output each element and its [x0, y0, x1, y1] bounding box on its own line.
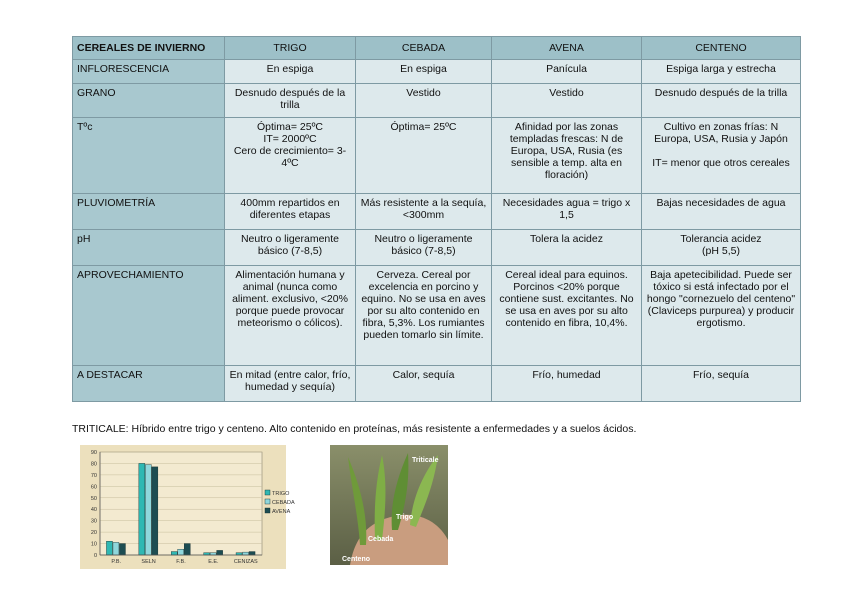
table-cell: Neutro o ligeramente básico (7-8,5): [225, 230, 356, 266]
header-cell: CEREALES DE INVIERNO: [73, 37, 225, 60]
header-cell: TRIGO: [225, 37, 356, 60]
table-cell: Panícula: [492, 60, 642, 84]
table-cell: 400mm repartidos en diferentes etapas: [225, 194, 356, 230]
y-tick-label: 80: [90, 461, 97, 468]
table-cell: Óptima= 25ºC IT= 2000ºC Cero de crecimiento= 3-4ºC: [225, 118, 356, 194]
plot-area: [100, 452, 262, 555]
nutrient-bar-chart: [80, 445, 295, 569]
bar: [106, 541, 112, 555]
table-cell: Tolerancia acidez (pH 5,5): [642, 230, 801, 266]
y-tick-label: 20: [90, 530, 97, 537]
y-tick-label: 50: [90, 495, 97, 502]
photo-label: Centeno: [342, 556, 370, 563]
bar: [243, 552, 249, 555]
bar: [249, 552, 255, 555]
legend-label: TRIGO: [272, 491, 290, 497]
bar: [217, 550, 223, 555]
table-cell: Alimentación humana y animal (nunca como aliment. exclusivo, <20% porque puede provocar meteorismo o cólicos).: [225, 266, 356, 366]
bar: [184, 544, 190, 555]
row-label: A DESTACAR: [73, 366, 225, 402]
table-cell: Frío, sequía: [642, 366, 801, 402]
y-tick-label: 60: [90, 484, 97, 491]
table-row: [73, 60, 801, 84]
table-header-row: [73, 37, 801, 60]
table-cell: Bajas necesidades de agua: [642, 194, 801, 230]
table-row: [73, 118, 801, 194]
photo-label: Trigo: [396, 514, 414, 521]
row-label: pH: [73, 230, 225, 266]
x-tick-label: CENIZAS: [233, 559, 258, 565]
row-label: GRANO: [73, 84, 225, 118]
table-row: [73, 194, 801, 230]
bar: [145, 465, 151, 555]
bar: [113, 542, 119, 555]
bar: [139, 463, 145, 555]
x-tick-label: F.B.: [176, 559, 186, 565]
y-tick-label: 90: [90, 450, 97, 456]
header-cell: CENTENO: [642, 37, 801, 60]
table-row: [73, 84, 801, 118]
header-cell: AVENA: [492, 37, 642, 60]
y-tick-label: 40: [90, 507, 97, 514]
bar: [171, 552, 177, 555]
table-cell: Frío, humedad: [492, 366, 642, 402]
table-row: [73, 266, 801, 366]
y-tick-label: 70: [90, 472, 97, 479]
table-cell: Espiga larga y estrecha: [642, 60, 801, 84]
table-row: [73, 366, 801, 402]
photo-label: Cebada: [368, 536, 394, 543]
table-cell: Vestido: [356, 84, 492, 118]
row-label: APROVECHAMIENTO: [73, 266, 225, 366]
table-cell: Vestido: [492, 84, 642, 118]
table-cell: Afinidad por las zonas templadas frescas: N de Europa, USA, Rusia (es sensible a temp. alta en floración): [492, 118, 642, 194]
cereals-comparison-table: [72, 36, 801, 402]
bar: [178, 549, 184, 555]
table-cell: Cultivo en zonas frías: N Europa, USA, Rusia y Japón IT= menor que otros cereales: [642, 118, 801, 194]
row-label: INFLORESCENCIA: [73, 60, 225, 84]
table-cell: Calor, sequía: [356, 366, 492, 402]
bar: [152, 467, 158, 555]
table-cell: Neutro o ligeramente básico (7-8,5): [356, 230, 492, 266]
bar: [119, 544, 125, 555]
photo-label: Triticale: [412, 457, 439, 464]
table-cell: En espiga: [356, 60, 492, 84]
table-cell: Cereal ideal para equinos. Porcinos <20% porque contiene sust. excitantes. No se usa en aves por su alto contenido en fibra, 10,4%.: [492, 266, 642, 366]
header-cell: CEBADA: [356, 37, 492, 60]
cereal-spikes-photo: [330, 445, 448, 565]
row-label: PLUVIOMETRÍA: [73, 194, 225, 230]
legend-label: CEBADA: [272, 500, 295, 506]
legend-swatch: [265, 499, 270, 504]
table-cell: Desnudo después de la trilla: [225, 84, 356, 118]
table-cell: Cerveza. Cereal por excelencia en porcino y equino. No se usa en aves por su alto contenido en fibra, 5,3%. Los rumiantes pueden tomarlo sin límite.: [356, 266, 492, 366]
x-tick-label: E.E.: [208, 559, 219, 565]
table-cell: Desnudo después de la trilla: [642, 84, 801, 118]
table-cell: Óptima= 25ºC: [356, 118, 492, 194]
table-cell: Tolera la acidez: [492, 230, 642, 266]
y-tick-label: 30: [90, 518, 97, 525]
table-cell: Baja apetecibilidad. Puede ser tóxico si está infectado por el hongo "cornezuelo del centeno" (Claviceps purpurea) y producir ergotismo.: [642, 266, 801, 366]
row-label: Tºc: [73, 118, 225, 194]
legend-swatch: [265, 508, 270, 513]
table-cell: En espiga: [225, 60, 356, 84]
table-cell: Necesidades agua = trigo x 1,5: [492, 194, 642, 230]
table-row: [73, 230, 801, 266]
legend-label: AVENA: [272, 509, 291, 515]
legend-swatch: [265, 490, 270, 495]
table-cell: En mitad (entre calor, frío, humedad y sequía): [225, 366, 356, 402]
x-tick-label: SELN: [141, 559, 156, 565]
y-tick-label: 0: [93, 553, 97, 559]
table-cell: Más resistente a la sequía, <300mm: [356, 194, 492, 230]
triticale-note: TRITICALE: Híbrido entre trigo y centeno. Alto contenido en proteínas, más resistente a enfermedades y a suelos ácidos.: [72, 423, 637, 435]
x-tick-label: P.B.: [111, 559, 122, 565]
y-tick-label: 10: [90, 541, 97, 548]
